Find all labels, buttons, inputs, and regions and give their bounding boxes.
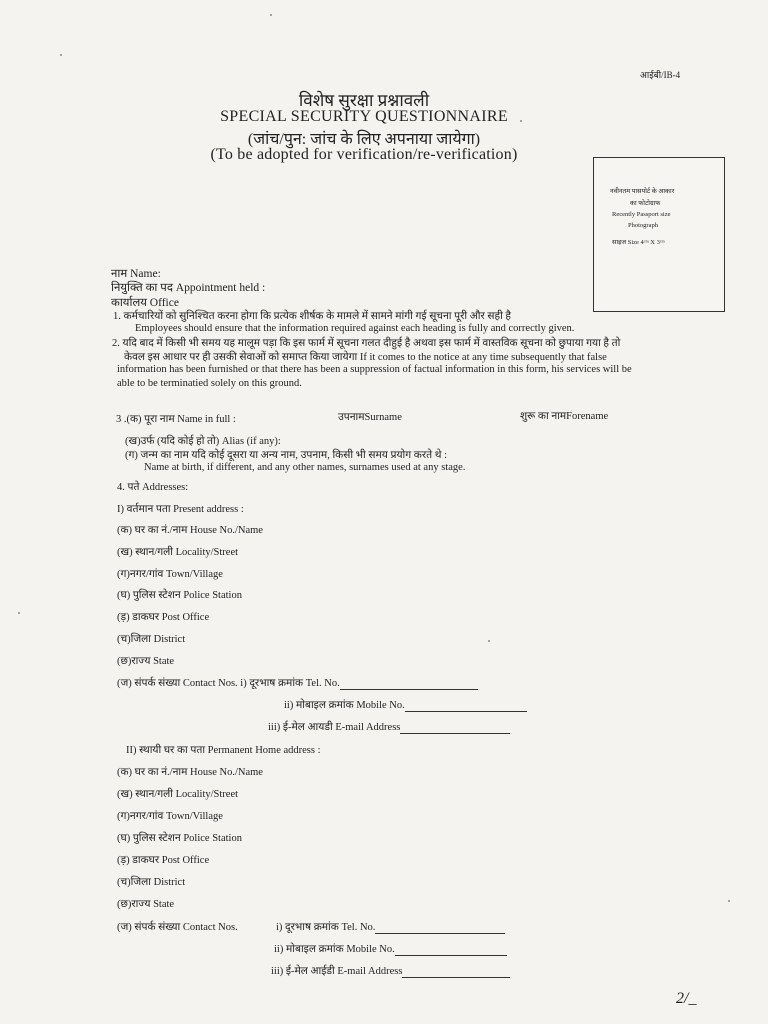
scan-speck xyxy=(270,14,272,16)
permanent-postoffice-label: (ड़) डाकघर Post Office xyxy=(117,855,210,866)
name-field-label: नाम Name: xyxy=(111,268,161,280)
permanent-email-label: iii) ई-मेल आईडी E-mail Address xyxy=(271,966,403,977)
present-house-label: (क) घर का नं./नाम House No./Name xyxy=(117,525,263,536)
photo-text-5: साइज Size 4ᶜᵐ X 3ᶜᵐ xyxy=(612,239,665,246)
scan-speck xyxy=(728,900,730,902)
instruction-1-hindi: 1. कर्मचारियों को सुनिश्चित करना होगा कि प्रत्येक शीर्षक के मामले में सामने मांगी गई सूचना पूरी और सही है xyxy=(113,311,512,322)
forename-label: शुरू का नामForename xyxy=(520,411,609,422)
permanent-contact-label: (ज) संपर्क संख्या Contact Nos. xyxy=(117,922,238,933)
page-number: 2/_ xyxy=(676,990,697,1007)
instruction-2-line-3: information has been furnished or that there has been a suppression of factual information in this form, his services will be xyxy=(117,364,632,375)
permanent-house-label: (क) घर का नं./नाम House No./Name xyxy=(117,767,263,778)
instruction-2-hindi: 2. यदि बाद में किसी भी समय यह मालूम पड़ा कि इस फार्म में सूचना गलत दीहुई है अथवा इस फार्म में वास्तविक सूचना को छुपाया गया है तो xyxy=(112,338,621,349)
present-mobile-line xyxy=(405,710,527,712)
addresses-label: 4. पते Addresses: xyxy=(117,482,189,493)
present-district-label: (च)जिला District xyxy=(117,634,186,645)
scan-speck xyxy=(488,640,490,642)
permanent-tel-label: i) दूरभाष क्रमांक Tel. No. xyxy=(276,922,376,933)
permanent-mobile-label: ii) मोबाइल क्रमांक Mobile No. xyxy=(274,944,395,955)
instruction-2-line-2: केवल इस आधार पर ही उसकी सेवाओं को समाप्त किया जायेगा If it comes to the notice at any time subsequently that false xyxy=(124,352,607,363)
permanent-address-heading: II) स्थायी घर का पता Permanent Home address : xyxy=(126,745,321,756)
instruction-2-line-4: able to be terminatied solely on this ground. xyxy=(117,378,302,389)
full-name-label: 3 .(क) पूरा नाम Name in full : xyxy=(116,414,236,425)
permanent-district-label: (च)जिला District xyxy=(117,877,186,888)
title-hindi: विशेष सुरक्षा प्रश्नावली xyxy=(298,91,430,110)
permanent-state-label: (छ)राज्य State xyxy=(117,899,175,910)
alias-label: (ख)उर्फ (यदि कोई हो तो) Alias (if any): xyxy=(125,436,281,447)
photo-text-4: Photograph xyxy=(628,222,658,229)
photo-box xyxy=(593,157,725,312)
present-contact-row xyxy=(117,676,478,690)
office-field-label: कार्यालय Office xyxy=(111,297,179,309)
present-email-row xyxy=(268,720,510,734)
present-mobile-row xyxy=(284,698,527,712)
instruction-1-english: Employees should ensure that the information required against each heading is fully and correctly given. xyxy=(135,323,575,334)
photo-text-1: नवीनतम पासपोर्ट के आकार xyxy=(610,188,675,195)
appointment-field-label: नियुक्ति का पद Appointment held : xyxy=(111,282,266,294)
subtitle-hindi: (जांच/पुन: जांच के लिए अपनाया जायेगा) xyxy=(247,131,481,148)
present-address-heading: I) वर्तमान पता Present address : xyxy=(117,504,244,515)
photo-text-2: का फोटोग्राफ xyxy=(630,200,661,207)
permanent-locality-label: (ख) स्थान/गली Locality/Street xyxy=(117,789,239,800)
surname-label: उपनामSurname xyxy=(338,412,402,423)
permanent-tel-row xyxy=(276,920,505,934)
birth-name-english: Name at birth, if different, and any other names, surnames used at any stage. xyxy=(144,462,466,473)
permanent-town-label: (ग)नगर/गांव Town/Village xyxy=(117,811,223,822)
present-postoffice-label: (ड़) डाकघर Post Office xyxy=(117,612,210,623)
permanent-mobile-row xyxy=(274,942,507,956)
present-email-label: iii) ई-मेल आयडी E-mail Address xyxy=(268,722,401,733)
permanent-email-row xyxy=(271,964,510,978)
present-email-line xyxy=(400,732,510,734)
permanent-tel-line xyxy=(375,932,505,934)
scan-speck xyxy=(520,120,522,122)
present-mobile-label: ii) मोबाइल क्रमांक Mobile No. xyxy=(284,700,405,711)
present-town-label: (ग)नगर/गांव Town/Village xyxy=(117,569,223,580)
subtitle-english: (To be adopted for verification/re-verification) xyxy=(210,146,518,163)
permanent-email-line xyxy=(402,976,510,978)
permanent-mobile-line xyxy=(395,954,507,956)
title-english: SPECIAL SECURITY QUESTIONNAIRE xyxy=(220,108,508,125)
present-locality-label: (ख) स्थान/गली Locality/Street xyxy=(117,547,239,558)
present-police-label: (घ) पुलिस स्टेशन Police Station xyxy=(117,590,242,601)
permanent-police-label: (घ) पुलिस स्टेशन Police Station xyxy=(117,833,242,844)
scan-speck xyxy=(18,612,20,614)
photo-text-3: Recently Passport size xyxy=(612,211,671,218)
present-tel-label: (ज) संपर्क संख्या Contact Nos. i) दूरभाष क्रमांक Tel. No. xyxy=(117,678,340,689)
present-state-label: (छ)राज्य State xyxy=(117,656,175,667)
scan-speck xyxy=(60,54,62,56)
birth-name-hindi: (ग) जन्म का नाम यदि कोई दूसरा या अन्य नाम, उपनाम, किसी भी समय प्रयोग करते थे : xyxy=(125,450,448,461)
present-tel-line xyxy=(340,688,478,690)
form-code: आईबी/IB-4 xyxy=(640,70,681,80)
